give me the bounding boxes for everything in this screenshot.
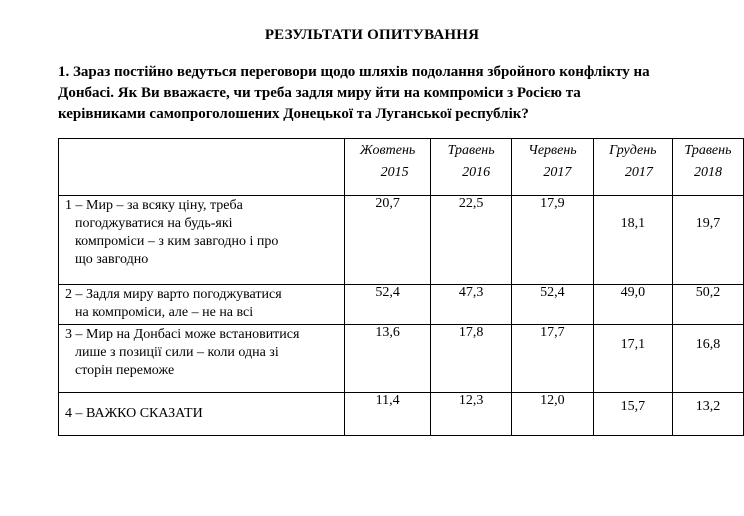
column-header	[511, 139, 593, 196]
column-year: 2018	[693, 165, 722, 180]
value-cell: 20,7	[345, 196, 431, 285]
survey-results-table	[58, 138, 744, 436]
value-cell: 47,3	[431, 285, 512, 325]
column-month: Травень	[447, 143, 495, 158]
column-month: Травень	[684, 143, 732, 158]
question-text	[58, 62, 698, 125]
column-header	[345, 139, 431, 196]
row-label	[59, 285, 345, 325]
question-line: керівниками самопроголошених Донецької та Луганської республік?	[58, 106, 529, 122]
value-cell: 17,9	[511, 196, 593, 285]
table-row	[59, 393, 744, 436]
value-cell: 52,4	[345, 285, 431, 325]
row-label-line: 2 – Задля миру варто погоджуватися	[65, 287, 282, 302]
value-cell: 49,0	[593, 285, 672, 325]
value-cell: 17,8	[431, 325, 512, 393]
row-label-line: погоджуватися на будь-які	[75, 216, 233, 231]
table-row	[59, 325, 744, 393]
value-cell: 22,5	[431, 196, 512, 285]
column-month: Жовтень	[359, 143, 416, 158]
column-year: 2017	[624, 165, 653, 180]
value-cell: 16,8	[672, 325, 743, 393]
row-label-line: 4 – ВАЖКО СКАЗАТИ	[65, 406, 203, 421]
column-header	[672, 139, 743, 196]
row-label	[59, 196, 345, 285]
column-header	[431, 139, 512, 196]
value-cell: 19,7	[672, 196, 743, 285]
value-cell: 17,1	[593, 325, 672, 393]
page-title: РЕЗУЛЬТАТИ ОПИТУВАННЯ	[264, 27, 480, 43]
column-year: 2015	[380, 165, 409, 180]
column-month: Грудень	[609, 143, 657, 158]
row-label-line: сторін переможе	[75, 363, 175, 378]
value-cell: 17,7	[511, 325, 593, 393]
column-year: 2017	[543, 165, 572, 180]
row-label	[59, 393, 345, 436]
column-year: 2016	[462, 165, 491, 180]
value-cell: 13,2	[672, 393, 743, 436]
row-label-line: лише з позиції сили – коли одна зі	[75, 345, 279, 360]
column-month: Червень	[528, 143, 577, 158]
row-label-line: на компроміси, але – не на всі	[75, 305, 254, 320]
header-row	[59, 139, 744, 196]
value-cell: 15,7	[593, 393, 672, 436]
row-label	[59, 325, 345, 393]
value-cell: 18,1	[593, 196, 672, 285]
value-cell: 52,4	[511, 285, 593, 325]
header-empty-cell	[59, 139, 345, 196]
value-cell: 12,3	[431, 393, 512, 436]
row-label-line: 3 – Мир на Донбасі може встановитися	[65, 327, 300, 342]
value-cell: 12,0	[511, 393, 593, 436]
value-cell: 50,2	[672, 285, 743, 325]
value-cell: 11,4	[345, 393, 431, 436]
row-label-line: компроміси – з ким завгодно і про	[75, 234, 279, 249]
table-row	[59, 285, 744, 325]
column-header	[593, 139, 672, 196]
question-line: 1. Зараз постійно ведуться переговори щодо шляхів подолання збройного конфлікту на	[58, 64, 650, 80]
row-label-line: 1 – Мир – за всяку ціну, треба	[65, 198, 243, 213]
value-cell: 13,6	[345, 325, 431, 393]
row-label-line: що завгодно	[75, 252, 149, 267]
question-line: Донбасі. Як Ви вважаєте, чи треба задля миру йти на компроміси з Росією та	[58, 85, 581, 101]
table-row	[59, 196, 744, 285]
